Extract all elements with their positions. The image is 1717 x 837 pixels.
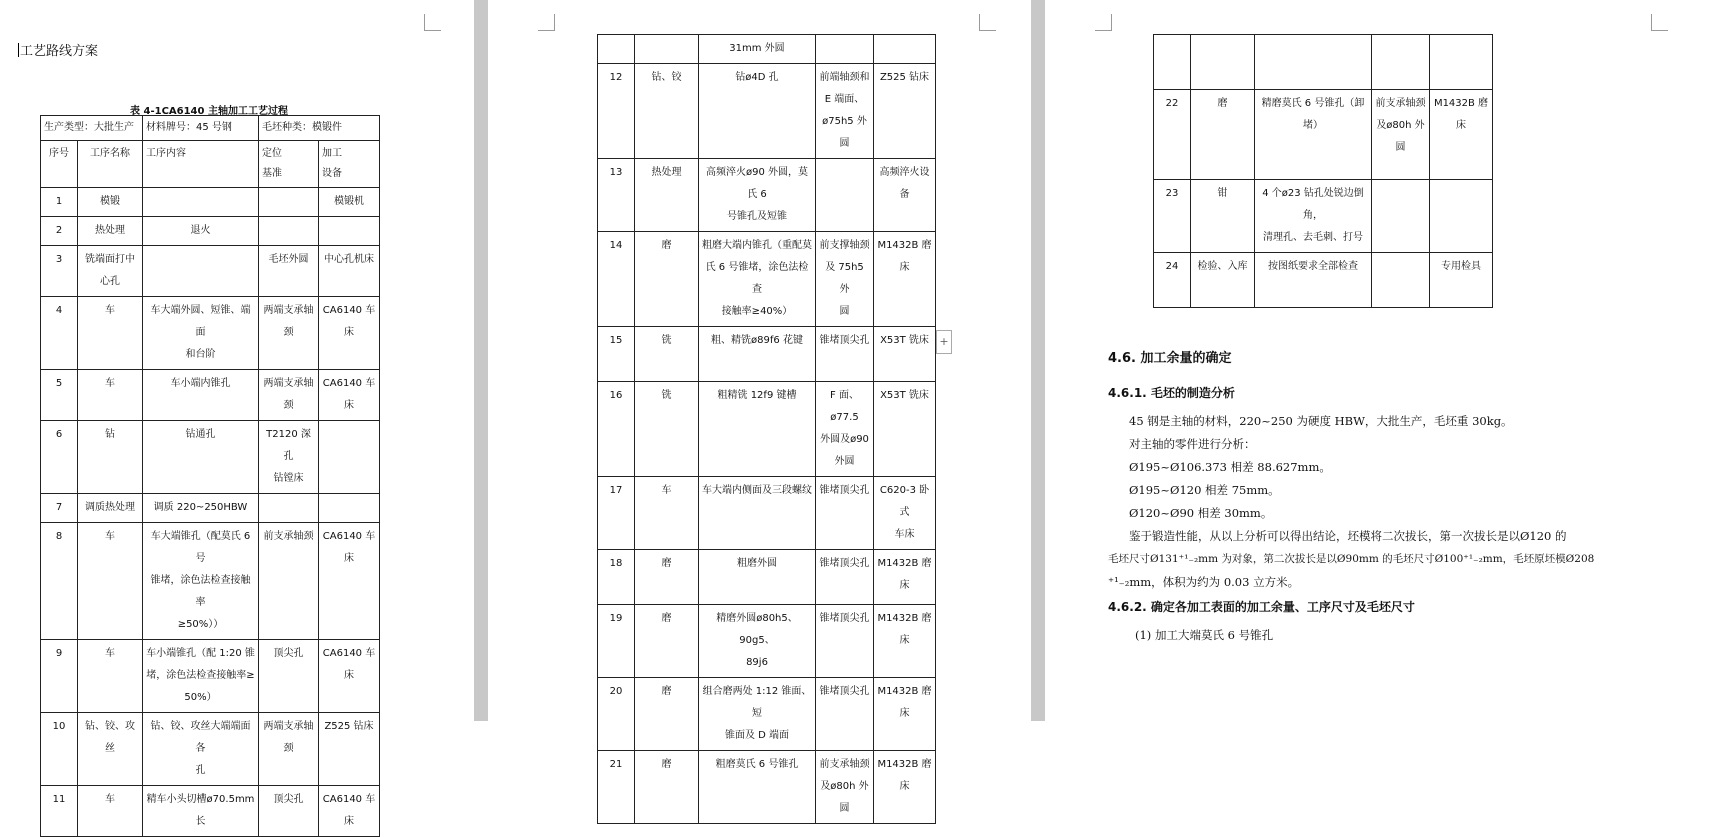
step-number-cell: 14 — [598, 232, 635, 327]
step-content-cell: 4 个ø23 钻孔处锐边倒角， 清理孔、去毛刺、打号 — [1255, 180, 1372, 253]
step-number-cell: 1 — [41, 188, 78, 217]
equipment-cell: 中心孔机床 — [319, 246, 380, 297]
step-number-cell: 19 — [598, 605, 635, 678]
datum-cell: 两端支承轴 颈 — [259, 713, 319, 786]
equipment-cell: M1432B 磨床 — [1430, 90, 1493, 180]
step-number-cell: 8 — [41, 523, 78, 640]
step-number-cell — [1154, 35, 1191, 90]
equipment-cell: Z525 钻床 — [874, 64, 936, 159]
process-table-part-2 — [597, 34, 936, 824]
datum-cell: 顶尖孔 — [259, 640, 319, 713]
info-blank-type: 毛坯种类：模锻件 — [259, 116, 380, 141]
table-row — [41, 188, 380, 217]
step-content-cell: 车小端锥孔（配 1:20 锥 堵，涂色法检查接触率≥ 50%） — [143, 640, 259, 713]
step-content-cell: 粗磨外圆 — [699, 550, 816, 605]
datum-cell — [816, 35, 874, 64]
table-row — [41, 246, 380, 297]
table-row — [41, 523, 380, 640]
step-content-cell: 车大端锥孔（配莫氏 6 号 锥堵，涂色法检查接触率 ≥50%）） — [143, 523, 259, 640]
step-content-cell: 钻、铰、攻丝大端端面各 孔 — [143, 713, 259, 786]
equipment-cell — [1430, 35, 1493, 90]
step-name-cell: 磨 — [635, 605, 699, 678]
document-page-1 — [0, 0, 474, 827]
step-name-cell: 模锻 — [78, 188, 143, 217]
step-number-cell: 18 — [598, 550, 635, 605]
datum-cell: 锥堵顶尖孔 — [816, 678, 874, 751]
paragraph-forging-3: ⁺¹₋₂mm，体积为约为 0.03 立方米。 — [1108, 575, 1300, 589]
step-content-cell: 按图纸要求全部检查 — [1255, 253, 1372, 308]
section-heading-text: 工艺路线方案 — [20, 44, 99, 59]
step-content-cell: 高频淬火ø90 外圆，莫氏 6 号锥孔及短锥 — [699, 159, 816, 232]
step-name-cell: 钻、铰 — [635, 64, 699, 159]
datum-cell: 前支撑轴颈 及 75h5 外 圆 — [816, 232, 874, 327]
column-header: 定位 基准 — [259, 141, 319, 188]
crop-mark-top-right — [979, 14, 996, 31]
step-number-cell: 22 — [1154, 90, 1191, 180]
datum-cell: T2120 深孔 钻镗床 — [259, 421, 319, 494]
equipment-cell: CA6140 车床 — [319, 370, 380, 421]
step-number-cell: 13 — [598, 159, 635, 232]
table-row — [1154, 253, 1493, 308]
info-production-type: 生产类型：大批生产 — [41, 116, 143, 141]
datum-cell: 前支承轴颈 — [259, 523, 319, 640]
step-number-cell: 24 — [1154, 253, 1191, 308]
step-content-cell — [1255, 35, 1372, 90]
step-content-cell: 退火 — [143, 217, 259, 246]
step-name-cell: 热处理 — [78, 217, 143, 246]
column-header: 加工 设备 — [319, 141, 380, 188]
step-name-cell: 磨 — [635, 678, 699, 751]
table-row — [41, 640, 380, 713]
step-name-cell: 钻 — [78, 421, 143, 494]
crop-mark-top-left — [538, 14, 555, 31]
table-row — [1154, 90, 1493, 180]
step-number-cell: 12 — [598, 64, 635, 159]
table-row — [598, 327, 936, 382]
column-header: 工序内容 — [143, 141, 259, 188]
step-content-cell: 车大端内侧面及三段螺纹 — [699, 477, 816, 550]
datum-cell: 前端轴颈和 E 端面、 ø75h5 外圆 — [816, 64, 874, 159]
table-header-row — [41, 141, 380, 188]
table-row — [598, 159, 936, 232]
equipment-cell: CA6140 车床 — [319, 297, 380, 370]
paragraph-forging-1: 鉴于锻造性能，从以上分析可以得出结论，坯模将二次拔长，第一次拔长是以Ø120 的 — [1129, 529, 1567, 543]
equipment-cell: 专用检具 — [1430, 253, 1493, 308]
step-content-cell: 粗、精铣ø89f6 花键 — [699, 327, 816, 382]
equipment-cell: X53T 铣床 — [874, 382, 936, 477]
section-heading-4-6: 4.6. 加工余量的确定 — [1108, 351, 1232, 366]
step-name-cell: 车 — [78, 370, 143, 421]
equipment-cell — [319, 421, 380, 494]
datum-cell: 锥堵顶尖孔 — [816, 477, 874, 550]
equipment-cell: Z525 钻床 — [319, 713, 380, 786]
step-content-cell: 粗精铣 12f9 键槽 — [699, 382, 816, 477]
step-number-cell: 10 — [41, 713, 78, 786]
paragraph-item-1: (1) 加工大端莫氏 6 号锥孔 — [1135, 628, 1274, 642]
table-row — [598, 605, 936, 678]
step-content-cell: 粗磨大端内锥孔（重配莫 氏 6 号锥堵，涂色法检查 接触率≥40%） — [699, 232, 816, 327]
table-row — [41, 786, 380, 837]
step-content-cell: 精磨莫氏 6 号锥孔（卸堵） — [1255, 90, 1372, 180]
process-table-part-1 — [40, 115, 380, 837]
step-name-cell: 磨 — [635, 751, 699, 824]
datum-cell: F 面、ø77.5 外圆及ø90 外圆 — [816, 382, 874, 477]
equipment-cell: 高频淬火设 备 — [874, 159, 936, 232]
step-content-cell: 精车小头切槽ø70.5mm 长 — [143, 786, 259, 837]
equipment-cell: M1432B 磨床 — [874, 232, 936, 327]
equipment-cell — [319, 494, 380, 523]
step-content-cell: 钻ø4D 孔 — [699, 64, 816, 159]
step-name-cell: 钻、铰、攻丝 — [78, 713, 143, 786]
equipment-cell: CA6140 车床 — [319, 523, 380, 640]
step-number-cell: 16 — [598, 382, 635, 477]
table-row — [1154, 180, 1493, 253]
step-name-cell: 车 — [78, 640, 143, 713]
step-content-cell: 调质 220~250HBW — [143, 494, 259, 523]
equipment-cell: CA6140 车床 — [319, 640, 380, 713]
datum-cell: 前支承轴颈 及ø80h 外 圆 — [1372, 90, 1430, 180]
step-name-cell: 磨 — [635, 550, 699, 605]
page-gap-2 — [1031, 0, 1045, 721]
step-number-cell: 21 — [598, 751, 635, 824]
document-page-3 — [1045, 0, 1717, 721]
step-name-cell: 钳 — [1191, 180, 1255, 253]
step-content-cell — [143, 188, 259, 217]
table-row — [598, 678, 936, 751]
equipment-cell: X53T 铣床 — [874, 327, 936, 382]
datum-cell — [259, 217, 319, 246]
step-content-cell: 粗磨莫氏 6 号锥孔 — [699, 751, 816, 824]
step-number-cell: 15 — [598, 327, 635, 382]
step-name-cell: 铣 — [635, 382, 699, 477]
step-name-cell: 铣 — [635, 327, 699, 382]
paragraph-diff-3: Ø120~Ø90 相差 30mm。 — [1129, 506, 1273, 520]
table-row — [1154, 35, 1493, 90]
step-name-cell — [635, 35, 699, 64]
equipment-cell: CA6140 车床 — [319, 786, 380, 837]
crop-mark-top-right — [424, 14, 441, 31]
datum-cell — [259, 188, 319, 217]
table-title: 表 4-1CA6140 主轴加工工艺过程 — [130, 106, 288, 117]
step-name-cell: 热处理 — [635, 159, 699, 232]
crop-mark-top-left — [1095, 14, 1112, 31]
equipment-cell: M1432B 磨床 — [874, 605, 936, 678]
step-number-cell: 23 — [1154, 180, 1191, 253]
step-content-cell: 钻通孔 — [143, 421, 259, 494]
crop-mark-top-right — [1651, 14, 1668, 31]
equipment-cell: M1432B 磨床 — [874, 751, 936, 824]
datum-cell: 两端支承轴 颈 — [259, 370, 319, 421]
column-header: 序号 — [41, 141, 78, 188]
table-info-row — [41, 116, 380, 141]
info-material: 材料牌号：45 号钢 — [143, 116, 259, 141]
step-number-cell: 2 — [41, 217, 78, 246]
column-header: 工序名称 — [78, 141, 143, 188]
paragraph-material: 45 钢是主轴的材料，220~250 为硬度 HBW，大批生产，毛坯重 30kg。 — [1129, 414, 1513, 428]
step-content-cell: 组合磨两处 1:12 锥面、短 锥面及 D 端面 — [699, 678, 816, 751]
datum-cell: 毛坯外圆 — [259, 246, 319, 297]
step-name-cell: 车 — [78, 297, 143, 370]
table-row — [41, 421, 380, 494]
step-name-cell: 车 — [78, 786, 143, 837]
step-content-cell: 精磨外圆ø80h5、90g5、 89j6 — [699, 605, 816, 678]
step-number-cell: 20 — [598, 678, 635, 751]
step-number-cell: 6 — [41, 421, 78, 494]
step-name-cell: 车 — [635, 477, 699, 550]
datum-cell — [259, 494, 319, 523]
text-cursor — [18, 43, 19, 57]
datum-cell: 顶尖孔 — [259, 786, 319, 837]
equipment-cell: 模锻机 — [319, 188, 380, 217]
equipment-cell — [1430, 180, 1493, 253]
subsection-heading-4-6-2: 4.6.2. 确定各加工表面的加工余量、工序尺寸及毛坯尺寸 — [1108, 600, 1415, 614]
table-row — [598, 751, 936, 824]
equipment-cell: M1432B 磨床 — [874, 550, 936, 605]
equipment-cell — [874, 35, 936, 64]
equipment-cell — [319, 217, 380, 246]
step-name-cell — [1191, 35, 1255, 90]
table-row — [41, 713, 380, 786]
equipment-cell: M1432B 磨床 — [874, 678, 936, 751]
datum-cell: 锥堵顶尖孔 — [816, 605, 874, 678]
table-row — [598, 232, 936, 327]
table-row — [598, 64, 936, 159]
step-name-cell: 磨 — [1191, 90, 1255, 180]
step-number-cell: 9 — [41, 640, 78, 713]
paragraph-diff-1: Ø195~Ø106.373 相差 88.627mm。 — [1129, 460, 1331, 474]
datum-cell: 锥堵顶尖孔 — [816, 327, 874, 382]
datum-cell — [1372, 180, 1430, 253]
datum-cell — [1372, 253, 1430, 308]
subsection-heading-4-6-1: 4.6.1. 毛坯的制造分析 — [1108, 386, 1235, 400]
table-row — [598, 550, 936, 605]
datum-cell — [816, 159, 874, 232]
page-gap-1 — [474, 0, 488, 721]
step-name-cell: 检验、入库 — [1191, 253, 1255, 308]
step-number-cell: 4 — [41, 297, 78, 370]
step-name-cell: 调质热处理 — [78, 494, 143, 523]
table-row — [41, 370, 380, 421]
paragraph-diff-2: Ø195~Ø120 相差 75mm。 — [1129, 483, 1280, 497]
step-number-cell — [598, 35, 635, 64]
step-content-cell: 车小端内锥孔 — [143, 370, 259, 421]
step-content-cell: 车大端外圆、短锥、端面 和台阶 — [143, 297, 259, 370]
step-number-cell: 7 — [41, 494, 78, 523]
datum-cell: 前支承轴颈 及ø80h 外 圆 — [816, 751, 874, 824]
paragraph-analysis-intro: 对主轴的零件进行分析： — [1129, 437, 1256, 451]
step-name-cell: 车 — [78, 523, 143, 640]
step-number-cell: 11 — [41, 786, 78, 837]
step-number-cell: 3 — [41, 246, 78, 297]
step-name-cell: 铣端面打中 心孔 — [78, 246, 143, 297]
step-number-cell: 5 — [41, 370, 78, 421]
paragraph-forging-2: 毛坯尺寸Ø131⁺¹₋₂mm 为对象，第二次拔长是以Ø90mm 的毛坯尺寸Ø100⁺¹₋₂mm，毛坯原坯模Ø208 — [1108, 553, 1595, 565]
table-row — [598, 35, 936, 64]
table-row — [41, 297, 380, 370]
process-table-part-3 — [1153, 34, 1493, 308]
table-row — [598, 477, 936, 550]
section-heading[interactable] — [18, 40, 98, 59]
document-page-2 — [488, 0, 1031, 814]
datum-cell: 锥堵顶尖孔 — [816, 550, 874, 605]
table-row — [598, 382, 936, 477]
step-name-cell: 磨 — [635, 232, 699, 327]
add-row-button[interactable]: + — [936, 330, 952, 354]
equipment-cell: C620-3 卧式 车床 — [874, 477, 936, 550]
table-row — [41, 217, 380, 246]
step-content-cell — [143, 246, 259, 297]
datum-cell: 两端支承轴 颈 — [259, 297, 319, 370]
datum-cell — [1372, 35, 1430, 90]
step-number-cell: 17 — [598, 477, 635, 550]
table-row — [41, 494, 380, 523]
step-content-cell: 31mm 外圆 — [699, 35, 816, 64]
